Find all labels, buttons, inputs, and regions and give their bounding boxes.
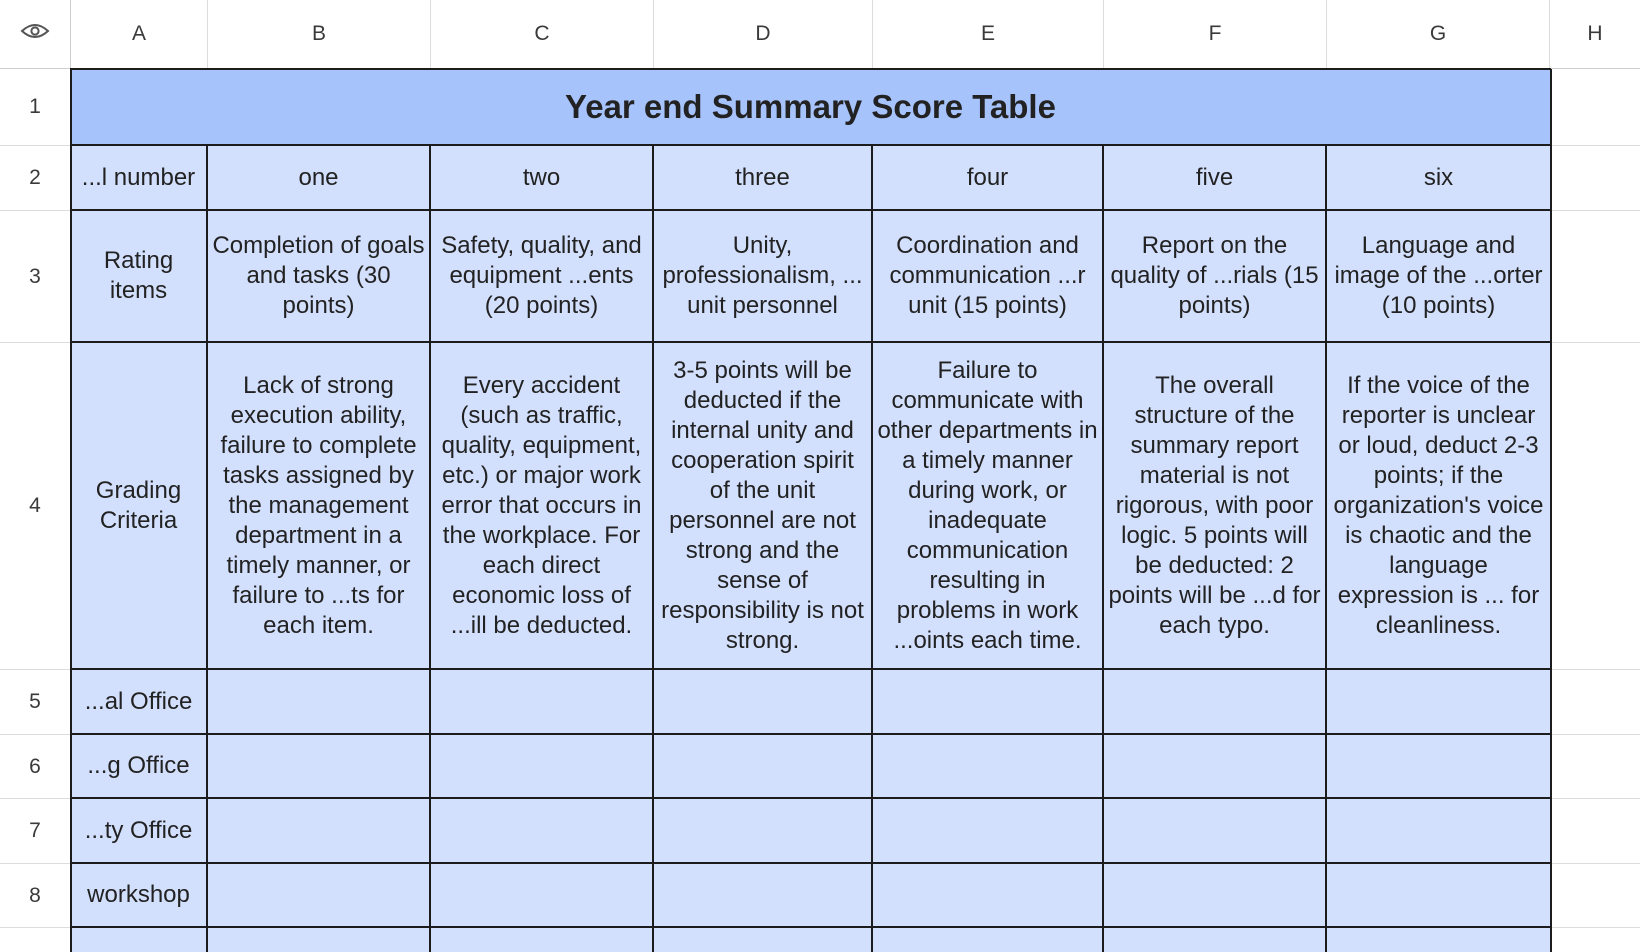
cell-c4[interactable]: Every accident (such as traffic, quality, equipment, etc.) or major work error that occurs in the workplace. For each direct economic loss of ...ill be deducted. (431, 343, 654, 670)
cell-a8[interactable]: workshop (71, 864, 208, 928)
column-header-c[interactable]: C (431, 0, 654, 69)
cell-c3[interactable]: Safety, quality, and equipment ...ents (20 points) (431, 211, 654, 343)
row-header-5[interactable]: 5 (0, 670, 71, 735)
row-header-9[interactable] (0, 928, 71, 952)
cell-b4[interactable]: Lack of strong execution ability, failure to complete tasks assigned by the management department in a timely manner, or failure to ...ts for each item. (208, 343, 431, 670)
cell-e3[interactable]: Coordination and communication ...r unit (15 points) (873, 211, 1104, 343)
table-title-cell[interactable] (71, 69, 1552, 146)
visibility-toggle[interactable] (0, 0, 71, 69)
cell-d7[interactable] (654, 799, 873, 864)
column-header-h[interactable]: H (1550, 0, 1640, 69)
cell-f4[interactable]: The overall structure of the summary report material is not rigorous, with poor logic. 5 points will be deducted: 2 points will be ...d for each typo. (1104, 343, 1327, 670)
column-header-g[interactable]: G (1327, 0, 1550, 69)
cell-e7[interactable] (873, 799, 1104, 864)
cell-c5[interactable] (431, 670, 654, 735)
cell-c7[interactable] (431, 799, 654, 864)
cell-f9[interactable] (1104, 928, 1327, 952)
cell-a9[interactable] (71, 928, 208, 952)
cell-f2[interactable]: five (1104, 146, 1327, 211)
row-header-3[interactable]: 3 (0, 211, 71, 343)
cell-a7[interactable]: ...ty Office (71, 799, 208, 864)
cell-f3[interactable]: Report on the quality of ...rials (15 points) (1104, 211, 1327, 343)
cell-e2[interactable]: four (873, 146, 1104, 211)
cell-g2[interactable]: six (1327, 146, 1552, 211)
cell-e5[interactable] (873, 670, 1104, 735)
column-header-b[interactable]: B (208, 0, 431, 69)
row-header-7[interactable]: 7 (0, 799, 71, 864)
cell-b8[interactable] (208, 864, 431, 928)
table-title: Year end Summary Score Table (565, 87, 1056, 125)
cell-f6[interactable] (1104, 735, 1327, 799)
row-header-2[interactable]: 2 (0, 146, 71, 211)
cell-f5[interactable] (1104, 670, 1327, 735)
cell-g3[interactable]: Language and image of the ...orter (10 points) (1327, 211, 1552, 343)
cell-b9[interactable] (208, 928, 431, 952)
cell-b5[interactable] (208, 670, 431, 735)
cell-g6[interactable] (1327, 735, 1552, 799)
column-header-e[interactable]: E (873, 0, 1104, 69)
cell-f7[interactable] (1104, 799, 1327, 864)
cell-c8[interactable] (431, 864, 654, 928)
row-header-6[interactable]: 6 (0, 735, 71, 799)
cell-f8[interactable] (1104, 864, 1327, 928)
cell-a4[interactable]: Grading Criteria (71, 343, 208, 670)
cell-c9[interactable] (431, 928, 654, 952)
cell-a6[interactable]: ...g Office (71, 735, 208, 799)
cell-d2[interactable]: three (654, 146, 873, 211)
cell-b6[interactable] (208, 735, 431, 799)
cell-g4[interactable]: If the voice of the reporter is unclear or loud, deduct 2-3 points; if the organization's voice is chaotic and the language expression is ... for cleanliness. (1327, 343, 1552, 670)
table-border-left (70, 68, 72, 952)
cell-d6[interactable] (654, 735, 873, 799)
cell-g7[interactable] (1327, 799, 1552, 864)
row-header-8[interactable]: 8 (0, 864, 71, 928)
cell-e6[interactable] (873, 735, 1104, 799)
cell-b3[interactable]: Completion of goals and tasks (30 points) (208, 211, 431, 343)
table-border-top (70, 68, 1551, 70)
column-header-d[interactable]: D (654, 0, 873, 69)
cell-a2[interactable]: ...l number (71, 146, 208, 211)
cell-d5[interactable] (654, 670, 873, 735)
row-header-1[interactable]: 1 (0, 69, 71, 146)
cell-b7[interactable] (208, 799, 431, 864)
cell-d8[interactable] (654, 864, 873, 928)
cell-a3[interactable]: Rating items (71, 211, 208, 343)
cell-d9[interactable] (654, 928, 873, 952)
cell-c6[interactable] (431, 735, 654, 799)
cell-e8[interactable] (873, 864, 1104, 928)
cell-d4[interactable]: 3-5 points will be deducted if the internal unity and cooperation spirit of the unit personnel are not strong and the sense of responsibility is not strong. (654, 343, 873, 670)
cell-e9[interactable] (873, 928, 1104, 952)
cell-b2[interactable]: one (208, 146, 431, 211)
column-header-a[interactable]: A (71, 0, 208, 69)
cell-c2[interactable]: two (431, 146, 654, 211)
cell-d3[interactable]: Unity, professionalism, ... unit personnel (654, 211, 873, 343)
cell-g8[interactable] (1327, 864, 1552, 928)
column-header-f[interactable]: F (1104, 0, 1327, 69)
cell-g9[interactable] (1327, 928, 1552, 952)
eye-icon (20, 22, 50, 46)
cell-e4[interactable]: Failure to communicate with other departments in a timely manner during work, or inadequate communication resulting in problems in work ...oints each time. (873, 343, 1104, 670)
cell-a5[interactable]: ...al Office (71, 670, 208, 735)
row-header-4[interactable]: 4 (0, 343, 71, 670)
cell-g5[interactable] (1327, 670, 1552, 735)
